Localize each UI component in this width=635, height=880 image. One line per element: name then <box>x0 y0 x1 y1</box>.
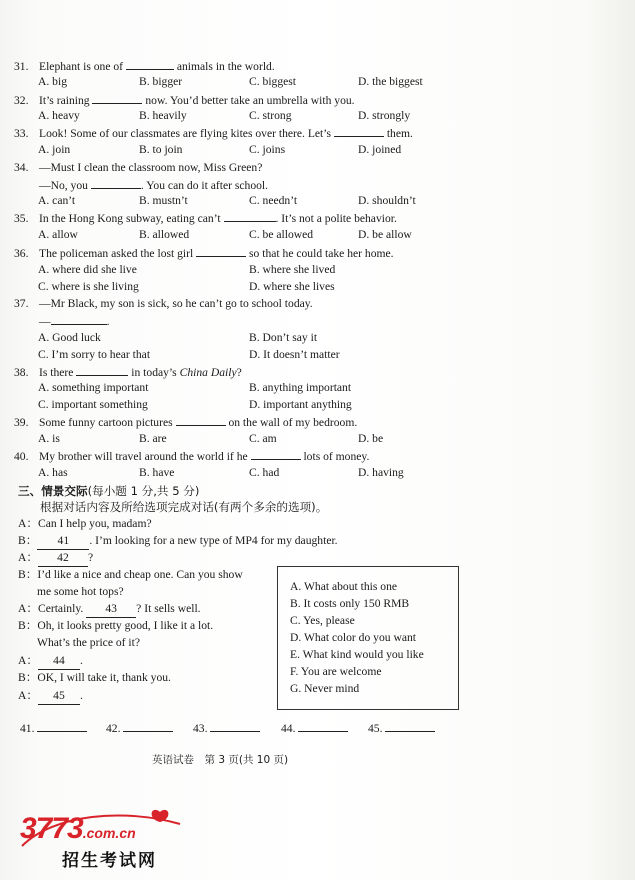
question-37: 37. —Mr Black, my son is sick, so he can’t go to school today. <box>14 297 313 310</box>
box-option: D. What color do you want <box>290 631 417 644</box>
question-34: 34. —Must I clean the classroom now, Miss Green? <box>14 161 263 174</box>
box-option: B. It costs only 150 RMB <box>290 597 410 610</box>
answer-blank <box>37 720 87 732</box>
box-option: G. Never mind <box>290 682 360 695</box>
box-option: E. What kind would you like <box>290 648 424 661</box>
dialogue-line: B：I’d like a nice and cheap one. Can you show <box>18 568 243 581</box>
question-33: 33. Look! Some of our classmates are flying kites over there. Let’s them. <box>14 127 413 140</box>
dialogue-line: A：Can I help you, madam? <box>18 517 152 530</box>
answer-blank <box>385 720 435 732</box>
answer-blank <box>251 448 301 460</box>
exam-page: 31. Elephant is one of animals in the world. A. big B. bigger C. biggest D. the biggest 32. It’s raining now. You’d better take an umbrella with you. A. heavy B. heavily C. strong D. strongly 33. Look! Some of our classmates are flying kites over there. Let’s them. A. join B. to join C. joins D. joined 34. —Must I clean the classroom now, Miss Green? —No, you . You can do it after school. A. can’t B. mustn’t C. needn’t D. shouldn’t 35. In the Hong Kong subway, eating can’t . It’s not a polite behavior. A. allow B. allowed C. be allowed D. be allow 36. The policeman asked the lost girl so that he could take her home. A. where did she live B. where she lived C. where is she living D. where she lives 37. —Mr Black, my son is sick, so he can’t go to school today. — . A. Good luck B. Don’t say it C. I’m sorry to hear that D. It doesn’t matter 38. Is there in today’s China Daily? A. something important B. anything important C. important something D. important anything 39. Some funny cartoon pictures on the wall of my bedroom. A. is B. are C. am D. be 40. My brother will travel around the world if he lots of money. A. has B. have C. had D. having 三、情景交际(每小题 1 分,共 5 分) 根据对话内容及所给选项完成对话(有两个多余的选项)。 A：Can I help you, madam? B： 41 . I’m looking for a new type of MP4 for my daughter. A： 42 ? B：I’d like a nice and cheap one. Can you show me some hot tops? A：Certainly. 43 ? It sells well. B：Oh, it looks pretty good, I like it a lot. What’s the price of it? A： 44 . B：OK, I will take it, thank you. A： 45 . A. What about this one B. It costs only 150 RMB C. Yes, please D. What color do you want E. What kind would you like F. You are welcome G. Never mind 41. 42. 43. 44. 45. 英语试卷 第 3 页(共 10 页) 3773.com.cn 招生考试网 <box>0 0 635 880</box>
blank-43: 43 <box>86 601 136 618</box>
blank-42: 42 <box>38 550 88 567</box>
question-31: 31. Elephant is one of animals in the world. <box>14 60 275 73</box>
answer-blank <box>224 210 276 222</box>
question-36: 36. The policeman asked the lost girl so that he could take her home. <box>14 247 394 260</box>
dialogue-line: A： 44 . <box>18 653 83 670</box>
answer-blank <box>51 313 107 325</box>
page-footer: 英语试卷 第 3 页(共 10 页) <box>152 754 289 766</box>
answer-blank <box>210 720 260 732</box>
section-heading: 三、情景交际(每小题 1 分,共 5 分) <box>18 484 200 498</box>
blank-45: 45 <box>38 688 80 705</box>
dialogue-line: A： 42 ? <box>18 550 93 567</box>
answer-blank <box>123 720 173 732</box>
dialogue-line: What’s the price of it? <box>37 636 141 649</box>
answer-blank <box>92 92 142 104</box>
answer-blank <box>176 414 226 426</box>
box-option: F. You are welcome <box>290 665 382 678</box>
logo-swirl-icon <box>14 806 184 850</box>
blank-41: 41 <box>37 533 89 550</box>
answer-blank <box>126 58 174 70</box>
question-40: 40. My brother will travel around the world if he lots of money. <box>14 450 370 463</box>
dialogue-line: A：Certainly. 43 ? It sells well. <box>18 601 201 618</box>
question-32: 32. It’s raining now. You’d better take an umbrella with you. <box>14 94 355 107</box>
options-box <box>277 566 459 710</box>
dialogue-line: B：Oh, it looks pretty good, I like it a lot. <box>18 619 214 632</box>
site-logo: 3773.com.cn 招生考试网 <box>20 812 136 846</box>
question-39: 39. Some funny cartoon pictures on the wall of my bedroom. <box>14 416 358 429</box>
answer-blank <box>196 245 246 257</box>
box-option: A. What about this one <box>290 580 398 593</box>
question-35: 35. In the Hong Kong subway, eating can’t . It’s not a polite behavior. <box>14 212 397 225</box>
dialogue-line: A： 45 . <box>18 688 83 705</box>
answer-blank <box>76 364 128 376</box>
question-38: 38. Is there in today’s China Daily? <box>14 366 242 379</box>
answer-blank <box>298 720 348 732</box>
answer-blank <box>334 125 384 137</box>
blank-44: 44 <box>38 653 80 670</box>
dialogue-line: B： 41 . I’m looking for a new type of MP4 for my daughter. <box>18 533 338 550</box>
dialogue-line: me some hot tops? <box>37 585 124 598</box>
section-instruction: 根据对话内容及所给选项完成对话(有两个多余的选项)。 <box>40 500 328 514</box>
box-option: C. Yes, please <box>290 614 355 627</box>
question-37-reply: — . <box>39 315 110 328</box>
dialogue-line: B：OK, I will take it, thank you. <box>18 671 171 684</box>
answer-blank <box>91 177 141 189</box>
question-34-reply: —No, you . You can do it after school. <box>39 179 269 192</box>
